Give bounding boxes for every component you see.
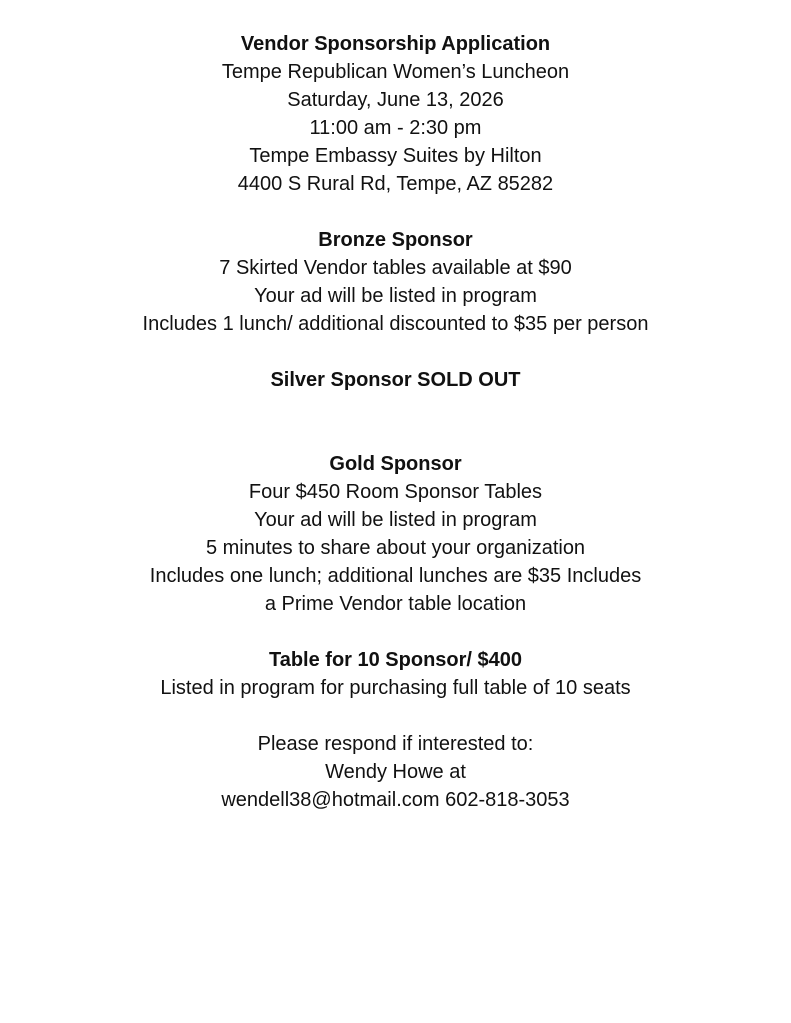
header-organization-line: Tempe Republican Women’s Luncheon xyxy=(221,61,570,83)
section-table-for-10 xyxy=(0,646,791,702)
spacer xyxy=(0,702,791,730)
silver-sponsor-heading: Silver Sponsor SOLD OUT xyxy=(270,369,521,391)
gold-sponsor-line: Includes one lunch; additional lunches are $35 Includes xyxy=(149,565,642,587)
gold-sponsor-line: a Prime Vendor table location xyxy=(264,593,527,615)
contact-name-line: Wendy Howe at xyxy=(325,761,466,783)
section-bronze-sponsor xyxy=(0,226,791,338)
gold-sponsor-line: Your ad will be listed in program xyxy=(254,509,537,531)
table-for-10-line: Listed in program for purchasing full table of 10 seats xyxy=(160,677,631,699)
bronze-sponsor-heading: Bronze Sponsor xyxy=(318,229,473,251)
spacer xyxy=(0,394,791,450)
document-title: Vendor Sponsorship Application xyxy=(240,33,551,55)
document-header xyxy=(0,30,791,198)
contact-email-phone-line: wendell38@hotmail.com 602-818-3053 xyxy=(221,789,570,811)
bronze-sponsor-line: 7 Skirted Vendor tables available at $90 xyxy=(219,257,572,279)
table-for-10-heading: Table for 10 Sponsor/ $400 xyxy=(268,649,523,671)
contact-prompt-line: Please respond if interested to: xyxy=(257,733,534,755)
section-gold-sponsor xyxy=(0,450,791,618)
header-venue-line: Tempe Embassy Suites by Hilton xyxy=(249,145,542,167)
header-time-line: 11:00 am - 2:30 pm xyxy=(309,117,482,139)
gold-sponsor-line: Four $450 Room Sponsor Tables xyxy=(248,481,543,503)
bronze-sponsor-line: Your ad will be listed in program xyxy=(254,285,537,307)
spacer xyxy=(0,618,791,646)
section-contact xyxy=(0,730,791,814)
bronze-sponsor-line: Includes 1 lunch/ additional discounted to $35 per person xyxy=(142,313,649,335)
spacer xyxy=(0,338,791,366)
gold-sponsor-line: 5 minutes to share about your organization xyxy=(205,537,586,559)
gold-sponsor-heading: Gold Sponsor xyxy=(329,453,462,475)
header-date-line: Saturday, June 13, 2026 xyxy=(287,89,504,111)
spacer xyxy=(0,198,791,226)
section-silver-sponsor xyxy=(0,366,791,394)
header-address-line: 4400 S Rural Rd, Tempe, AZ 85282 xyxy=(237,173,554,195)
